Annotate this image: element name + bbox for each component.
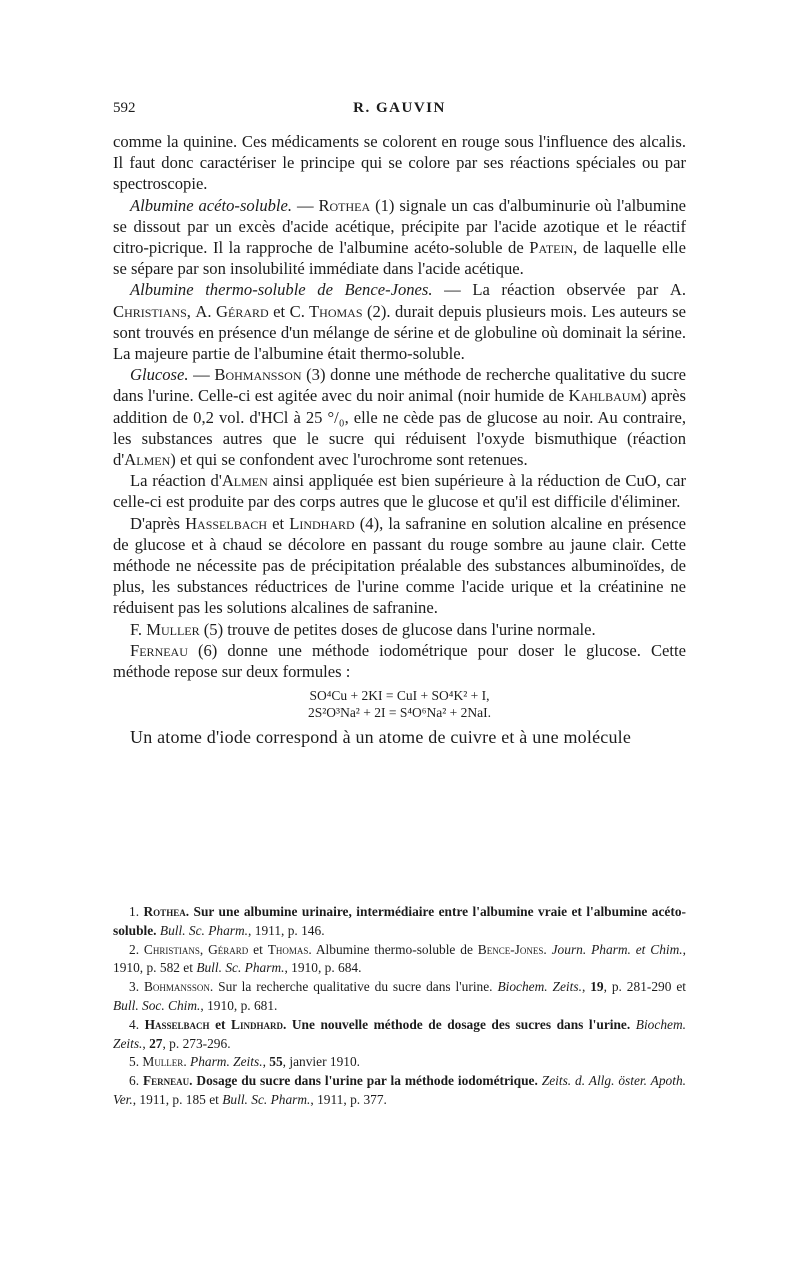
journal-name: Zeits. d. Allg. öster. Apoth. Ver.: [113, 1073, 686, 1107]
paragraph-albumine-thermo: Albumine thermo-soluble de Bence-Jones. — La réaction observée par A. Christians, A. Gérard et C. Thomas (2). durait depuis plusieurs mois. Les auteurs se sont trouvés en présence d'un mélange de sérine et de globuline où dominait la sérine. La majeure partie de l'albumine était thermo-soluble.: [113, 280, 686, 364]
author-name: Lindhard: [289, 513, 355, 533]
journal-name: Journ. Pharm. et Chim.: [551, 941, 683, 957]
footnote-3: 3. Bohmansson. Sur la recherche qualitative du sucre dans l'urine. Biochem. Zeits., 19, p. 281-290 et Bull. Soc. Chim., 1910, p. 681.: [113, 979, 687, 1013]
footnote-ref: (6): [187, 640, 218, 660]
paragraph-glucose: Glucose. — Bohmansson (3) donne une méthode de recherche qualitative du sucre dans l'urine. Celle-ci est agitée avec du noir animal (noir humide de Kahlbaum) après addition de 0,2 vol. d'HCl à 25 °/₀, elle ne cède pas de glucose au noir. Au contraire, les substances autres que le sucre qui réduisent l'oxyde bismuthique (réaction d'Almen) et qui se confondent avec l'urochrome sont retenues.: [113, 365, 687, 470]
author-name: Ferneau: [142, 1073, 190, 1089]
paragraph-safranine: D'après Hasselbach et Lindhard (4), la safranine en solution alcaline en présence de glucose et à chaud se décolore en passant du rouge sombre au jaune clair. Cette méthode ne nécessite pas de précipitation préalable des substances albuminoïdes, de plus, les substances réductrices de l'urine comme l'acide urique et la créatinine ne réduisent pas les solutions alcalines de safranine.: [113, 513, 686, 618]
journal-name: Biochem. Zeits.: [113, 1016, 686, 1051]
author-name: Thomas: [267, 941, 309, 957]
author-name: Almen: [221, 471, 268, 491]
author-name: Hasselbach: [144, 1016, 210, 1032]
paragraph-atome-iode: Un atome d'iode correspond à un atome de cuivre et à une molécule: [130, 727, 632, 748]
volume-number: 27: [149, 1035, 163, 1051]
author-name: Rothea: [318, 195, 371, 215]
journal-name: Bull. Sc. Pharm.: [196, 960, 285, 976]
journal-name: Biochem. Zeits.: [497, 979, 582, 995]
footnote-ref: (5): [199, 619, 224, 639]
volume-number: 55: [269, 1054, 283, 1070]
footnote-6: 6. Ferneau. Dosage du sucre dans l'urine par la méthode iodométrique. Zeits. d. Allg. öster. Apoth. Ver., 1911, p. 185 et Bull. Sc. Pharm., 1911, p. 377.: [113, 1073, 686, 1107]
journal-name: Bull. Soc. Chim.: [113, 997, 201, 1013]
author-name: Bohmansson: [214, 365, 302, 385]
section-title: Albumine acéto-soluble.: [130, 195, 293, 215]
paragraph-albumine-aceto: Albumine acéto-soluble. — Rothea (1) signale un cas d'albuminurie où l'albumine se dissout par un excès d'acide acétique, précipite par l'acide azotique et le réactif citro-picrique. Il la rapproche de l'albumine acéto-soluble de Patein, de laquelle elle se sépare par son insolubilité immédiate dans l'acide acétique.: [113, 195, 687, 279]
author-name: Christians: [143, 941, 200, 957]
author-name: Patein: [529, 238, 574, 258]
section-title: Glucose.: [130, 365, 189, 385]
author-name: Kahlbaum: [568, 386, 642, 406]
paragraph-muller: F. Muller (5) trouve de petites doses de glucose dans l'urine normale.: [130, 619, 596, 639]
author-name: F. Muller: [130, 619, 200, 639]
main-text: [113, 131, 686, 748]
author-name: Rothea: [143, 904, 186, 919]
page-number: 592: [113, 100, 136, 116]
footnote-ref: (3): [301, 365, 326, 385]
author-name: C. Thomas: [289, 301, 363, 321]
paragraph-ferneau: Ferneau (6) donne une méthode iodométrique pour doser le glucose. Cette méthode repose sur deux formules :: [113, 640, 687, 682]
running-head: [113, 100, 686, 122]
author-name: A. Gérard: [195, 301, 269, 321]
journal-name: Bull. Sc. Pharm.: [159, 922, 249, 938]
footnote-ref: (4): [354, 513, 380, 533]
footnote-4: 4. Hasselbach et Lindhard. Une nouvelle méthode de dosage des sucres dans l'urine. Biochem. Zeits., 27, p. 273-296.: [113, 1016, 686, 1051]
journal-name: Bull. Sc. Pharm.: [222, 1091, 311, 1107]
chemical-formulas: [113, 687, 686, 721]
formula-1: SO⁴Cu + 2KI = CuI + SO⁴K² + I,: [309, 688, 490, 704]
author-name: Almen: [124, 450, 171, 470]
footnote-5: 5. Muller. Pharm. Zeits., 55, janvier 1910.: [129, 1054, 361, 1070]
section-title: Albumine thermo-soluble de Bence-Jones.: [130, 280, 433, 300]
footnote-1: 1. Rothea. Sur une albumine urinaire, intermédiaire entre l'albumine vraie et l'albumine acéto-soluble. Bull. Sc. Pharm., 1911, p. 146.: [113, 904, 686, 938]
footnote-2: 2. Christians, Gérard et Thomas. Albumine thermo-soluble de Bence-Jones. Journ. Pharm. et Chim., 1910, p. 582 et Bull. Sc. Pharm., 1910, p. 684.: [113, 941, 687, 976]
author-name: Gérard: [208, 941, 249, 957]
journal-name: Pharm. Zeits.: [190, 1054, 263, 1070]
formula-2: 2S²O³Na² + 2I = S⁴O⁶Na² + 2NaI.: [307, 705, 492, 721]
footnotes: [113, 903, 686, 1110]
paragraph-almen: La réaction d'Almen ainsi appliquée est bien supérieure à la réduction de CuO, car celle-ci est produite par des corps autres que le glucose et qu'il est difficile d'éliminer.: [113, 471, 686, 512]
author-name: Muller: [142, 1054, 184, 1070]
volume-number: 19: [590, 979, 604, 995]
author-name: Bence-Jones: [477, 941, 544, 957]
author-name: Ferneau: [130, 640, 188, 660]
footnote-ref: (2): [362, 301, 387, 321]
running-head-author: R. GAUVIN: [353, 100, 446, 116]
author-name: A. Christians: [113, 280, 686, 321]
footnote-ref: (1): [375, 195, 395, 215]
author-name: Hasselbach: [185, 513, 268, 533]
paragraph-quinine: comme la quinine. Ces médicaments se colorent en rouge sous l'influence des alcalis. Il faut donc caractériser le principe qui se colore par ses réactions spéciales ou par spectroscopie.: [113, 132, 686, 194]
author-name: Bohmansson: [143, 979, 210, 995]
author-name: Lindhard: [231, 1016, 283, 1032]
